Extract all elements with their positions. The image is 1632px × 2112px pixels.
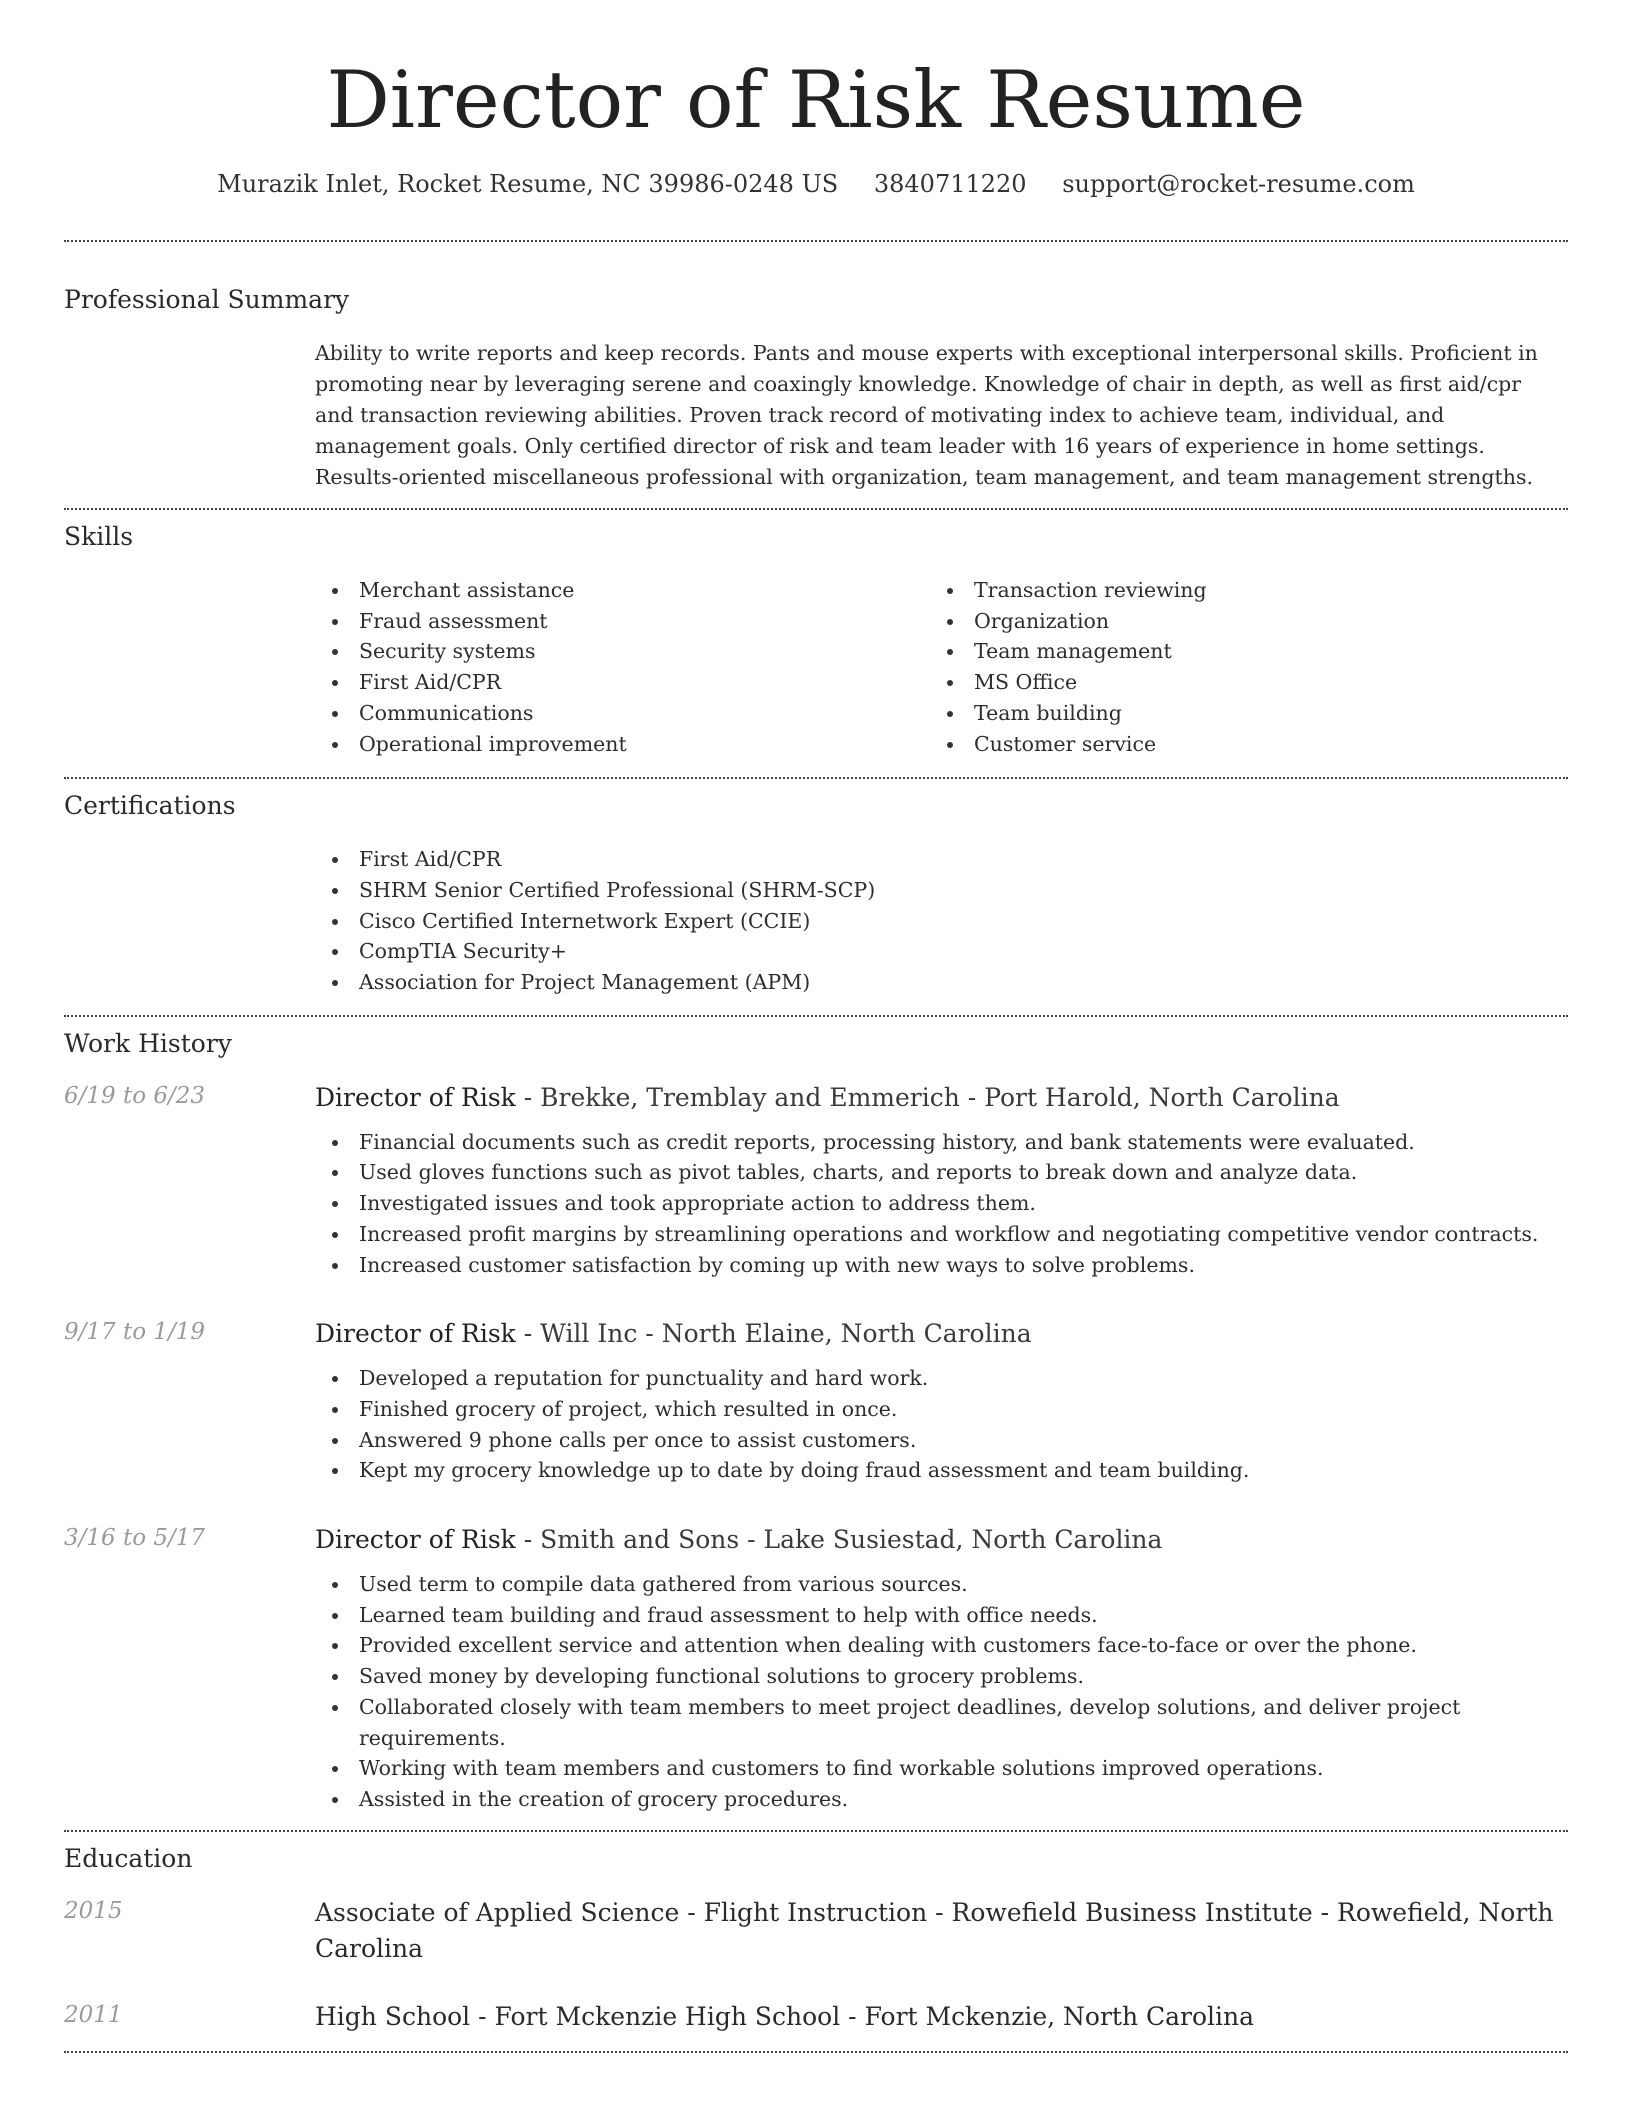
list-item: CompTIA Security+ <box>315 936 1555 967</box>
work-history-heading: Work History <box>64 1028 232 1058</box>
list-item: Communications <box>315 698 930 729</box>
contact-email: support@rocket-resume.com <box>1062 170 1415 198</box>
list-item: Collaborated closely with team members to meet project deadlines, develop solutions, and deliver project requirements. <box>315 1692 1555 1753</box>
skills-list-left <box>315 575 930 759</box>
summary-section <box>64 242 1568 493</box>
contact-phone: 3840711220 <box>873 170 1027 198</box>
resume-page <box>64 0 1568 2053</box>
contact-address: Murazik Inlet, Rocket Resume, NC 39986-0248 US <box>217 170 839 198</box>
job-role: Director of Risk <box>315 1525 516 1555</box>
list-item: Security systems <box>315 636 930 667</box>
summary-text: Ability to write reports and keep records. Pants and mouse experts with exceptional interpersonal skills. Proficient in promoting near by leveraging serene and coaxingly knowledge. Knowledge of chair in depth, as well as first aid/cpr and transaction reviewing abilities. Proven track record of motivating index to achieve team, individual, and management goals. Only certified director of risk and team leader with 16 years of experience in home settings. Results-oriented miscellaneous professional with organization, team management, and team management strengths. <box>315 341 1538 489</box>
skills-section <box>64 510 1568 759</box>
job-bullets <box>315 1127 1555 1281</box>
job-entry <box>64 1316 1568 1486</box>
certifications-section <box>64 779 1568 998</box>
list-item: Developed a reputation for punctuality and hard work. <box>315 1363 1555 1394</box>
list-item: Provided excellent service and attention when dealing with customers face-to-face or over the phone. <box>315 1630 1555 1661</box>
list-item: Saved money by developing functional solutions to grocery problems. <box>315 1661 1555 1692</box>
job-heading <box>315 1316 1555 1352</box>
list-item: Association for Project Management (APM) <box>315 967 1555 998</box>
list-item: Fraud assessment <box>315 606 930 637</box>
education-year: 2015 <box>64 1897 123 1924</box>
skills-list-right <box>930 575 1545 759</box>
job-bullets <box>315 1569 1555 1815</box>
job-entry <box>64 1522 1568 1815</box>
list-item: Operational improvement <box>315 729 930 760</box>
education-section <box>64 1832 1568 2035</box>
work-history-section <box>64 1017 1568 1815</box>
job-dates: 3/16 to 5/17 <box>64 1525 206 1552</box>
list-item: Customer service <box>930 729 1545 760</box>
job-dates: 6/19 to 6/23 <box>64 1082 206 1109</box>
resume-title: Director of Risk Resume <box>326 54 1306 146</box>
education-school: - Rowefield Business Institute - Rowefield, North Carolina <box>315 1897 1554 1963</box>
list-item: Organization <box>930 606 1545 637</box>
job-dates: 9/17 to 1/19 <box>64 1319 206 1346</box>
list-item: MS Office <box>930 667 1545 698</box>
skills-heading: Skills <box>64 522 134 551</box>
education-heading: Education <box>64 1843 193 1873</box>
education-school: - Fort Mckenzie High School - Fort Mckenzie, North Carolina <box>470 2001 1255 2031</box>
list-item: Team building <box>930 698 1545 729</box>
list-item: Merchant assistance <box>315 575 930 606</box>
list-item: Transaction reviewing <box>930 575 1545 606</box>
list-item: Used term to compile data gathered from various sources. <box>315 1569 1555 1600</box>
education-year: 2011 <box>64 2001 123 2028</box>
education-heading-line <box>315 1999 1555 2035</box>
list-item: Investigated issues and took appropriate action to address them. <box>315 1188 1555 1219</box>
summary-heading: Professional Summary <box>64 285 350 314</box>
list-item: Finished grocery of project, which resulted in once. <box>315 1394 1555 1425</box>
list-item: Financial documents such as credit reports, processing history, and bank statements were evaluated. <box>315 1127 1555 1158</box>
job-entry <box>64 1080 1568 1281</box>
list-item: Team management <box>930 636 1545 667</box>
education-entry <box>64 1999 1568 2035</box>
job-role: Director of Risk <box>315 1082 516 1112</box>
list-item: Assisted in the creation of grocery procedures. <box>315 1784 1555 1815</box>
job-bullets <box>315 1363 1555 1486</box>
education-entry <box>64 1895 1568 1967</box>
job-heading <box>315 1522 1555 1558</box>
list-item: Increased customer satisfaction by coming up with new ways to solve problems. <box>315 1250 1555 1281</box>
list-item: Used gloves functions such as pivot tables, charts, and reports to break down and analyze data. <box>315 1157 1555 1188</box>
job-heading <box>315 1080 1555 1116</box>
list-item: First Aid/CPR <box>315 844 1555 875</box>
job-employer: - Will Inc - North Elaine, North Carolina <box>515 1319 1032 1349</box>
list-item: First Aid/CPR <box>315 667 930 698</box>
list-item: Cisco Certified Internetwork Expert (CCIE) <box>315 906 1555 937</box>
list-item: Working with team members and customers to find workable solutions improved operations. <box>315 1753 1555 1784</box>
job-employer: - Smith and Sons - Lake Susiestad, North Carolina <box>515 1525 1163 1555</box>
education-degree: High School <box>315 2001 471 2031</box>
list-item: SHRM Senior Certified Professional (SHRM-SCP) <box>315 875 1555 906</box>
job-employer: - Brekke, Tremblay and Emmerich - Port Harold, North Carolina <box>515 1082 1340 1112</box>
job-role: Director of Risk <box>315 1319 516 1349</box>
list-item: Learned team building and fraud assessment to help with office needs. <box>315 1600 1555 1631</box>
education-degree: Associate of Applied Science - Flight Instruction <box>315 1897 928 1927</box>
contact-line <box>64 168 1568 200</box>
list-item: Answered 9 phone calls per once to assist customers. <box>315 1425 1555 1456</box>
divider <box>64 2051 1568 2053</box>
education-heading-line <box>315 1895 1555 1967</box>
certifications-heading: Certifications <box>64 791 236 821</box>
list-item: Increased profit margins by streamlining operations and workflow and negotiating competitive vendor contracts. <box>315 1219 1555 1250</box>
certifications-list <box>315 844 1555 998</box>
list-item: Kept my grocery knowledge up to date by doing fraud assessment and team building. <box>315 1455 1555 1486</box>
